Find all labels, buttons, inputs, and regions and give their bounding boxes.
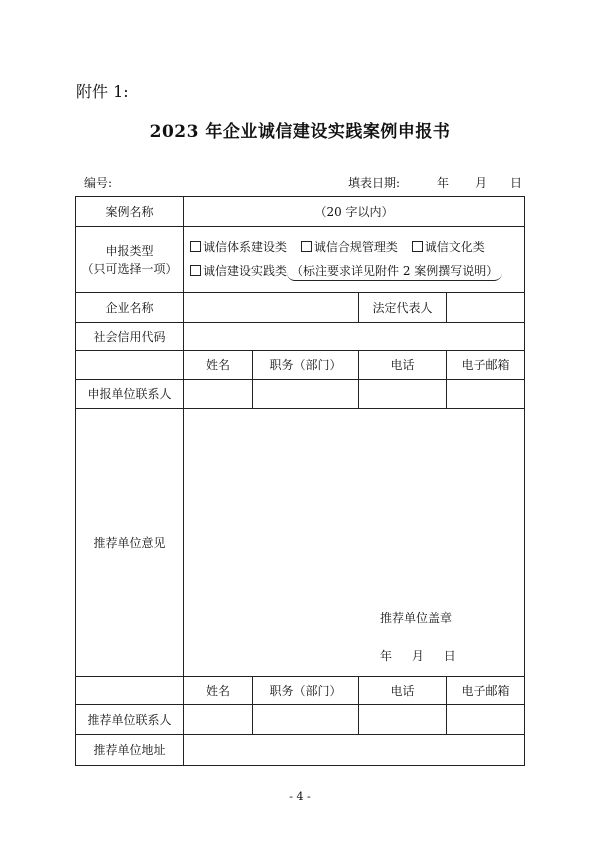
recommender-opinion-label: 推荐单位意见	[76, 409, 184, 677]
recommender-stamp-label: 推荐单位盖章	[380, 611, 453, 625]
recommender-address-field[interactable]	[184, 735, 525, 766]
credit-code-row	[76, 323, 525, 351]
header-blank-cell	[76, 677, 184, 705]
recommender-address-label: 推荐单位地址	[76, 735, 184, 766]
company-name-field[interactable]	[184, 293, 359, 323]
case-name-row	[76, 197, 525, 227]
recommender-address-row	[76, 735, 525, 766]
recommender-contact-position-field[interactable]	[253, 705, 359, 735]
application-type-label-main: 申报类型	[105, 243, 154, 258]
recommender-opinion-field[interactable]	[184, 409, 525, 677]
legal-rep-label: 法定代表人	[359, 293, 447, 323]
fill-date-month: 月	[475, 176, 488, 190]
type-option-culture[interactable]	[412, 240, 485, 254]
type-option-compliance[interactable]	[301, 240, 398, 254]
type-option-practice[interactable]	[190, 264, 287, 278]
contact-header-email: 电子邮箱	[447, 677, 525, 705]
type-option-compliance-label: 诚信合规管理类	[313, 240, 398, 255]
applicant-contact-label: 申报单位联系人	[76, 380, 184, 409]
type-note: （标注要求详见附件 2 案例撰写说明）	[287, 264, 502, 281]
page-number: - 4 -	[289, 790, 311, 803]
contact-header-phone: 电话	[359, 351, 447, 380]
recommender-contact-label: 推荐单位联系人	[76, 705, 184, 735]
company-name-label: 企业名称	[76, 293, 184, 323]
company-name-row	[76, 293, 525, 323]
application-type-row	[76, 227, 525, 293]
header-blank-cell	[76, 351, 184, 380]
type-option-system[interactable]	[190, 240, 287, 254]
checkbox-icon[interactable]	[190, 241, 201, 252]
contact-header-position: 职务（部门）	[253, 677, 359, 705]
credit-code-field[interactable]	[184, 323, 525, 351]
checkbox-icon[interactable]	[190, 265, 201, 276]
credit-code-label: 社会信用代码	[76, 323, 184, 351]
applicant-contact-position-field[interactable]	[253, 380, 359, 409]
applicant-contact-name-field[interactable]	[184, 380, 253, 409]
document-title: 2023 年企业诚信建设实践案例申报书	[149, 122, 451, 142]
checkbox-icon[interactable]	[301, 241, 312, 252]
sign-day: 日	[443, 649, 456, 663]
type-option-practice-label: 诚信建设实践类	[203, 264, 288, 279]
applicant-contact-row	[76, 380, 525, 409]
applicant-contact-email-field[interactable]	[447, 380, 525, 409]
sign-month: 月	[411, 649, 424, 663]
recommender-contact-email-field[interactable]	[447, 705, 525, 735]
contact-header-email: 电子邮箱	[447, 351, 525, 380]
application-form-table	[75, 196, 525, 766]
recommender-contact-phone-field[interactable]	[359, 705, 447, 735]
sign-year: 年	[380, 649, 393, 663]
case-name-label: 案例名称	[76, 197, 184, 227]
contact-header-name: 姓名	[184, 677, 253, 705]
case-name-field[interactable]	[184, 197, 525, 227]
legal-rep-field[interactable]	[447, 293, 525, 323]
number-label: 编号:	[84, 176, 113, 190]
recommender-opinion-row	[76, 409, 525, 677]
fill-date-label: 填表日期:	[348, 176, 401, 190]
application-type-label	[76, 227, 184, 293]
applicant-contact-header-row	[76, 351, 525, 380]
contact-header-phone: 电话	[359, 677, 447, 705]
recommender-contact-header-row	[76, 677, 525, 705]
type-option-culture-label: 诚信文化类	[424, 240, 485, 255]
fill-date-year: 年	[437, 176, 450, 190]
recommender-contact-row	[76, 705, 525, 735]
case-name-hint: （20 字以内）	[314, 204, 394, 219]
application-type-options	[184, 227, 525, 293]
checkbox-icon[interactable]	[412, 241, 423, 252]
recommender-sign-date	[380, 647, 456, 665]
recommender-contact-name-field[interactable]	[184, 705, 253, 735]
fill-date-day: 日	[510, 176, 523, 190]
type-option-system-label: 诚信体系建设类	[203, 240, 288, 255]
application-type-label-sub: （只可选择一项）	[81, 261, 178, 276]
applicant-contact-phone-field[interactable]	[359, 380, 447, 409]
contact-header-position: 职务（部门）	[253, 351, 359, 380]
contact-header-name: 姓名	[184, 351, 253, 380]
attachment-label: 附件 1:	[76, 82, 129, 101]
